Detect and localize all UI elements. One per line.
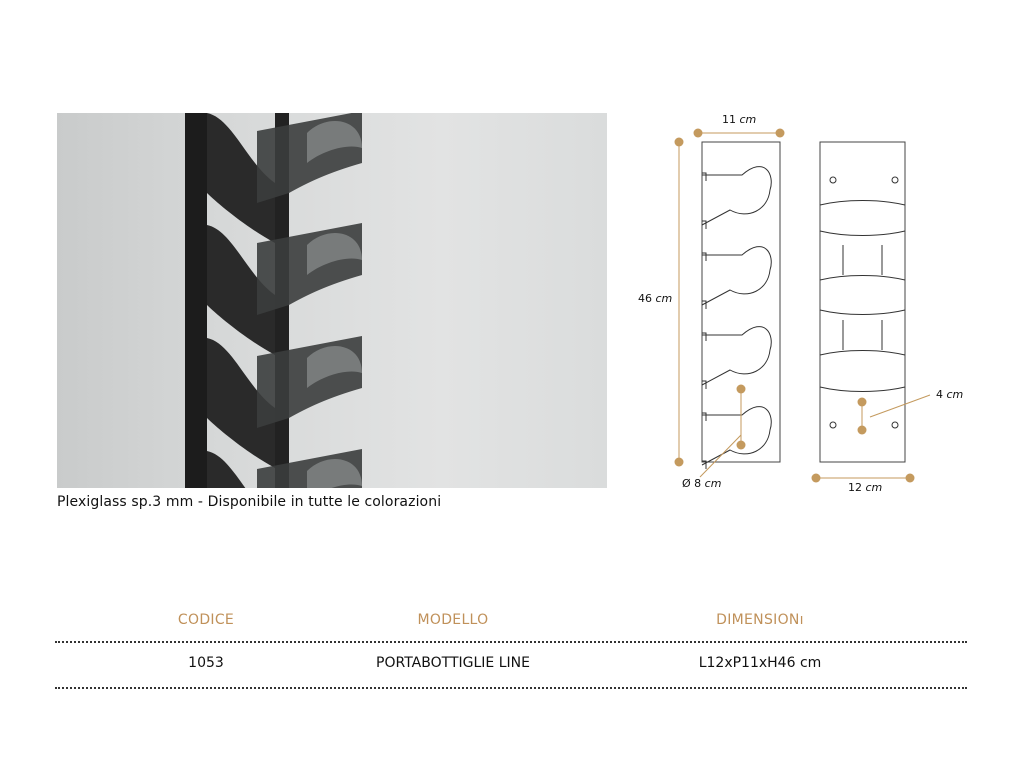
dimension-dot (858, 398, 867, 407)
screw-hole-icon (892, 422, 898, 428)
dimension-dot (694, 129, 703, 138)
header-codice: CODICE (177, 612, 235, 628)
cell-dimensioni: L12xP11xH46 cm (698, 655, 822, 671)
technical-drawings (630, 105, 1000, 505)
screw-hole-icon (830, 422, 836, 428)
product-photo (57, 113, 607, 488)
header-dimensioni: DIMENSIONı (716, 612, 804, 628)
dimension-width-top: 11 cm (722, 113, 757, 126)
screw-hole-icon (892, 177, 898, 183)
dimension-dot (776, 129, 785, 138)
dimension-dot (737, 385, 746, 394)
dimension-lines (675, 129, 931, 483)
table-divider-bottom (55, 687, 967, 689)
dimension-spacing: 4 cm (936, 388, 964, 401)
rack-back-panel (185, 113, 207, 488)
table-divider-top (55, 641, 967, 643)
dimension-width-bottom: 12 cm (848, 481, 883, 494)
cell-codice: 1053 (188, 655, 224, 671)
dimension-dot (675, 458, 684, 467)
dimension-diameter: Ø 8 cm (682, 477, 722, 490)
cell-modello: PORTABOTTIGLIE LINE (376, 655, 530, 671)
dimension-dot (675, 138, 684, 147)
header-modello: MODELLO (417, 612, 489, 628)
dimension-dot (906, 474, 915, 483)
dimension-dot (737, 441, 746, 450)
material-caption: Plexiglass sp.3 mm - Disponibile in tutte le colorazioni (57, 494, 442, 510)
screw-hole-icon (830, 177, 836, 183)
dimension-height: 46 cm (638, 292, 673, 305)
dimension-dot (812, 474, 821, 483)
dimension-dot (858, 426, 867, 435)
